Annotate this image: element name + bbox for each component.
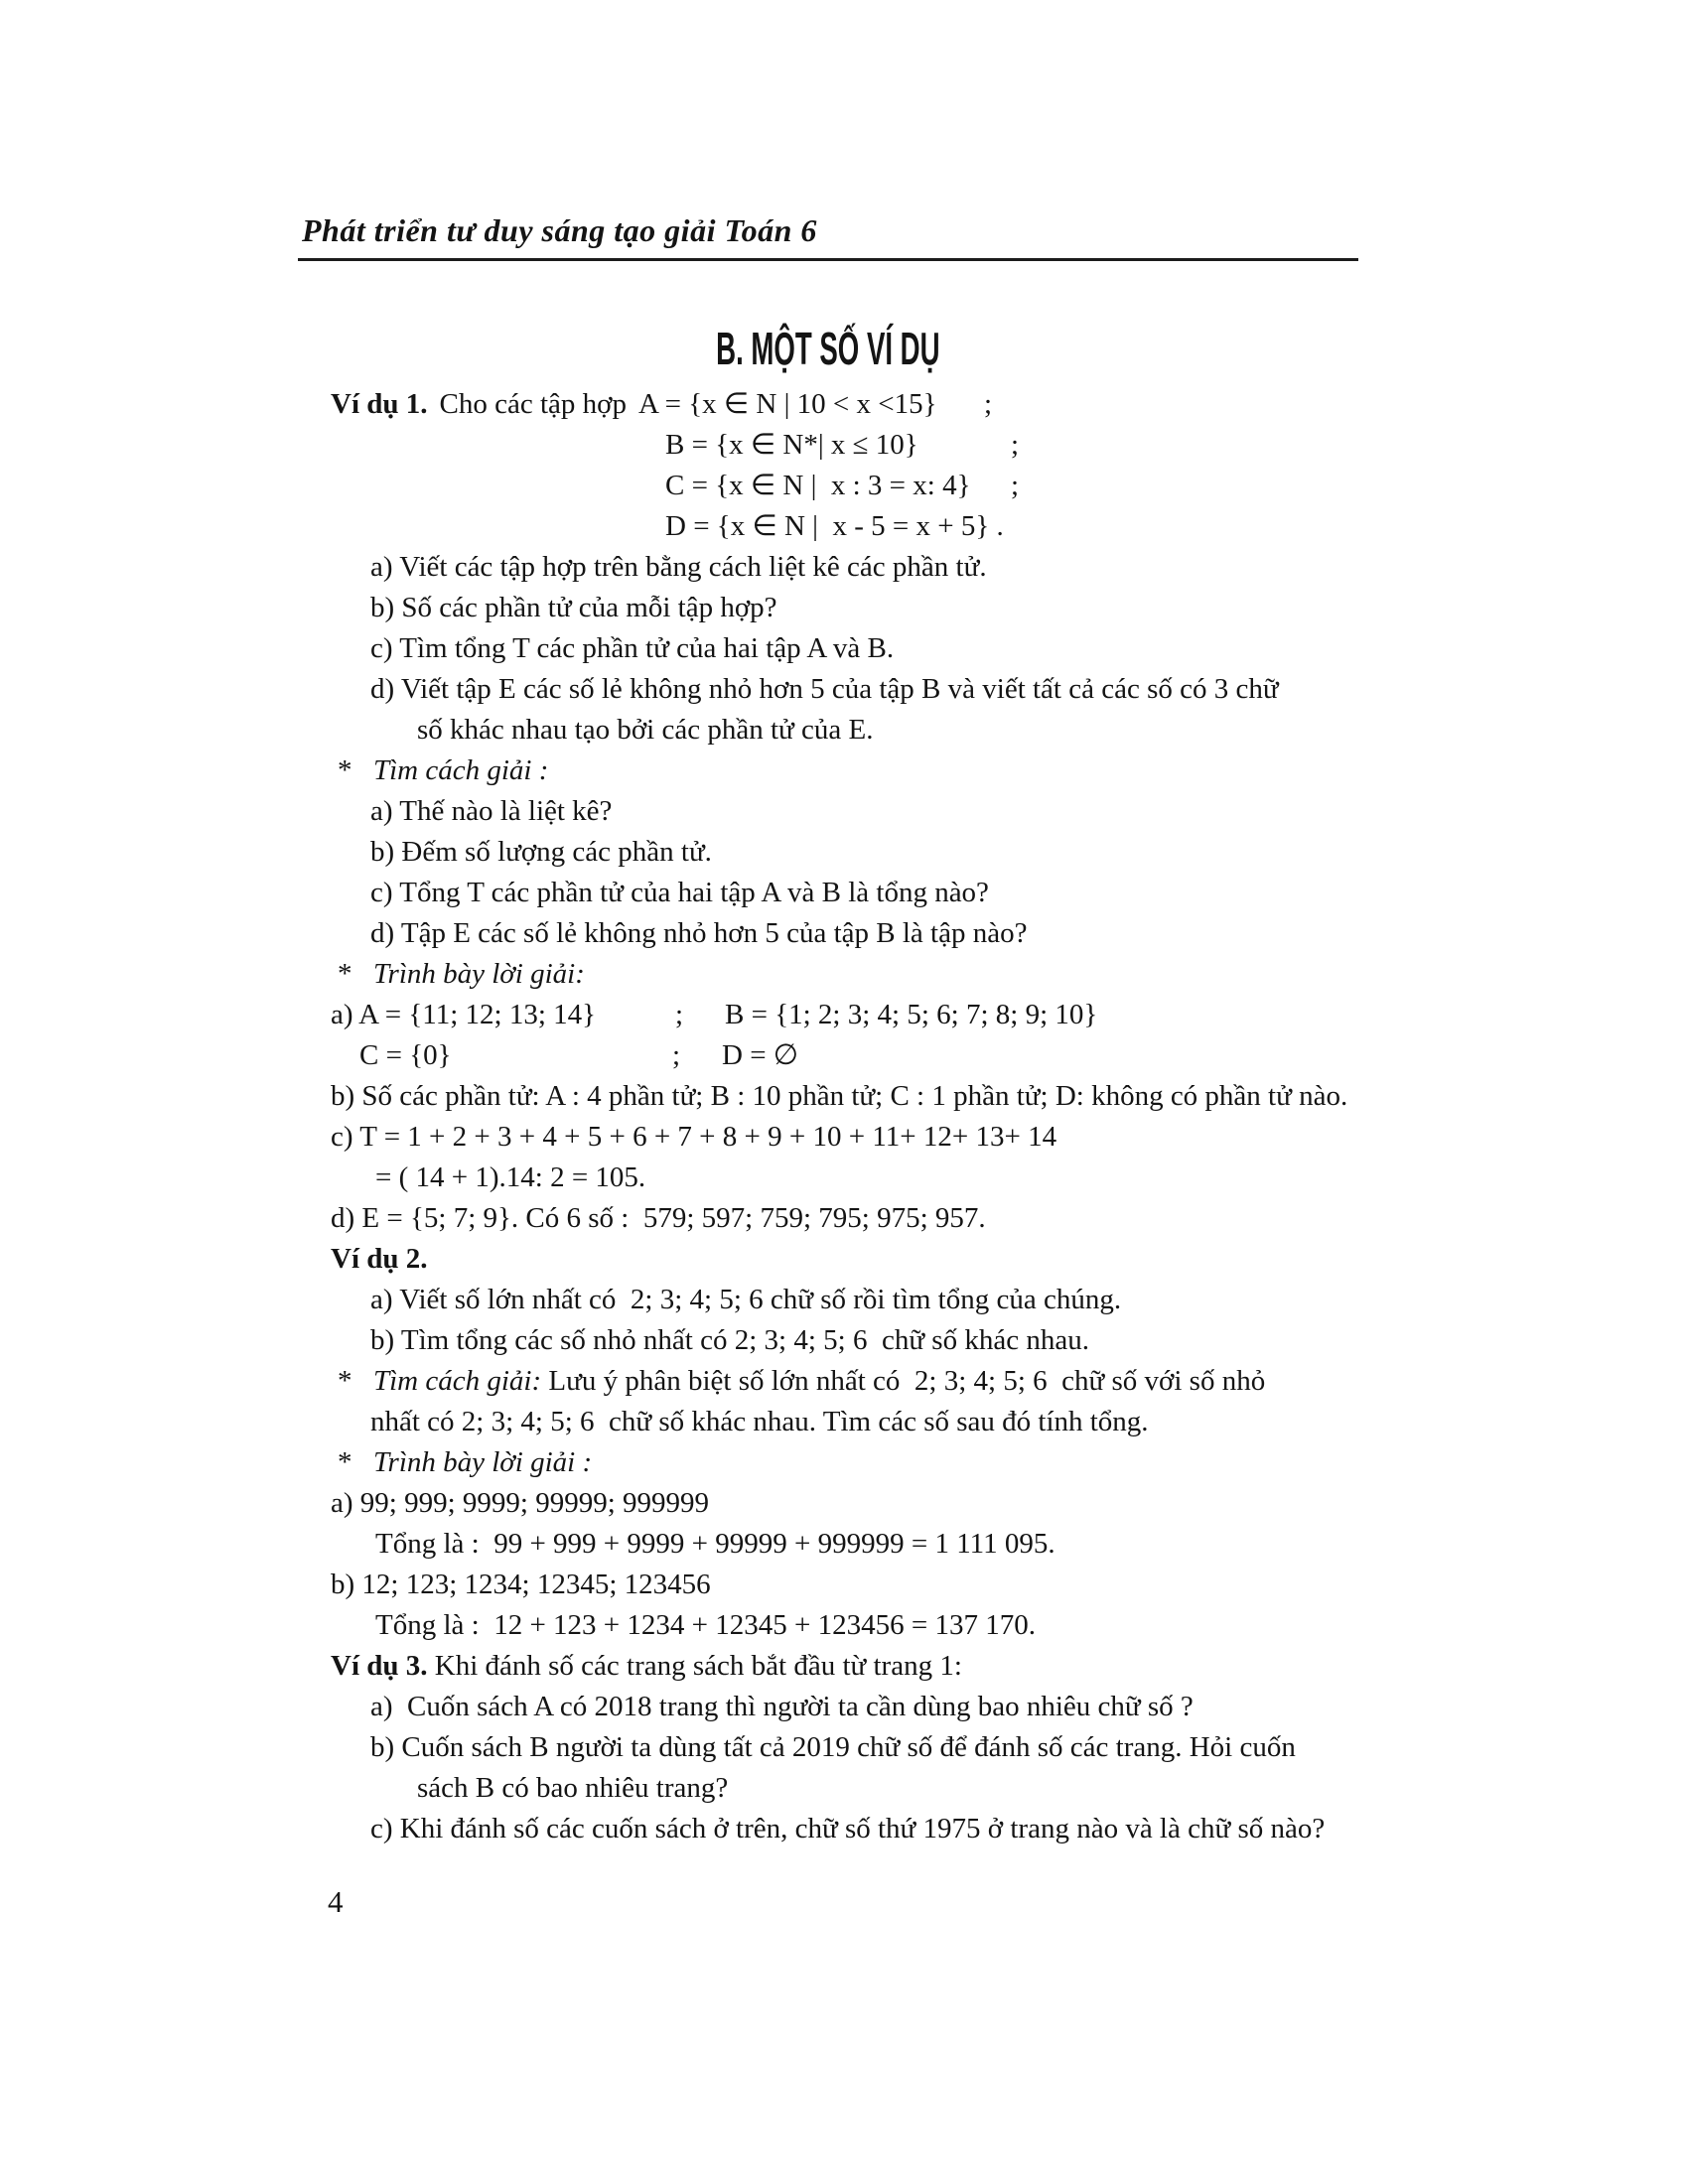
vd1-tcg-c: c) Tổng T các phần tử của hai tập A và B là tổng nào?: [370, 877, 989, 908]
solution-set-d: D = ∅: [722, 1039, 799, 1071]
vd1-question-d-line2: số khác nhau tạo bởi các phần tử của E.: [417, 714, 874, 746]
vd1-tcg-a: a) Thế nào là liệt kê?: [370, 795, 613, 827]
vd1-solution-d: d) E = {5; 7; 9}. Có 6 số : 579; 597; 759; 795; 975; 957.: [331, 1202, 986, 1234]
vd1-tcg-d: d) Tập E các số lẻ không nhỏ hơn 5 của tập B là tập nào?: [370, 917, 1028, 949]
vd2-solution-b-line1: b) 12; 123; 1234; 12345; 123456: [331, 1569, 711, 1600]
vd3-question-c: c) Khi đánh số các cuốn sách ở trên, chữ số thứ 1975 ở trang nào và là chữ số nào?: [370, 1813, 1326, 1844]
vd3-heading: [331, 1646, 1410, 1687]
section-title-wrap: [298, 324, 1358, 373]
set-a-separator: ;: [984, 388, 993, 420]
solution-separator: ;: [675, 999, 684, 1030]
set-c-separator: ;: [1011, 470, 1020, 501]
set-a-equation: A = {x ∈ N | 10 < x <15}: [638, 388, 937, 420]
solution-separator: ;: [672, 1039, 681, 1071]
set-b-line: [665, 425, 1410, 466]
set-c-equation: C = {x ∈ N | x : 3 = x: 4}: [665, 470, 971, 501]
vd2-question-a: a) Viết số lớn nhất có 2; 3; 4; 5; 6 chữ số rồi tìm tổng của chúng.: [370, 1284, 1122, 1315]
solution-set-c: C = {0}: [359, 1039, 452, 1071]
set-b-equation: B = {x ∈ N*| x ≤ 10}: [665, 429, 918, 461]
asterisk-bullet: *: [338, 754, 352, 786]
vd1-tcg-heading: [298, 751, 1410, 791]
page-number: 4: [328, 1884, 344, 1919]
vd2-tcg-label: Tìm cách giải:: [373, 1365, 542, 1397]
vd2-question-b: b) Tìm tổng các số nhỏ nhất có 2; 3; 4; 5; 6 chữ số khác nhau.: [370, 1324, 1089, 1356]
vd1-heading-line: [331, 384, 1410, 425]
asterisk-bullet: *: [338, 1365, 352, 1397]
vd1-label: Ví dụ 1.: [331, 388, 428, 420]
vd1-question-c: c) Tìm tổng T các phần tử của hai tập A và B.: [370, 632, 895, 664]
vd1-solution-a-line1: [331, 995, 1410, 1035]
vd1-solution-a-line2: [359, 1035, 1410, 1076]
solution-set-b: B = {1; 2; 3; 4; 5; 6; 7; 8; 9; 10}: [725, 999, 1098, 1030]
vd1-solution-c-line1: c) T = 1 + 2 + 3 + 4 + 5 + 6 + 7 + 8 + 9 + 10 + 11+ 12+ 13+ 14: [331, 1121, 1057, 1153]
solution-set-a: a) A = {11; 12; 13; 14}: [331, 999, 597, 1030]
vd2-tcg-line2: nhất có 2; 3; 4; 5; 6 chữ số khác nhau. Tìm các số sau đó tính tổng.: [370, 1406, 1149, 1437]
vd3-question-b-line2: sách B có bao nhiêu trang?: [417, 1772, 729, 1804]
vd1-tcg-label: Tìm cách giải :: [373, 754, 549, 786]
set-c-line: [665, 466, 1410, 506]
section-title: B. MỘT SỐ VÍ DỤ: [716, 323, 940, 374]
running-header: Phát triển tư duy sáng tạo giải Toán 6: [302, 212, 817, 248]
vd2-tblg-heading: [298, 1442, 1410, 1483]
asterisk-bullet: *: [338, 958, 352, 990]
vd3-question-b-line1: b) Cuốn sách B người ta dùng tất cả 2019 chữ số để đánh số các trang. Hỏi cuốn: [370, 1731, 1296, 1763]
vd3-label: Ví dụ 3.: [331, 1650, 428, 1682]
vd1-question-a: a) Viết các tập hợp trên bằng cách liệt kê các phần tử.: [370, 551, 987, 583]
vd2-tblg-label: Trình bày lời giải :: [373, 1446, 593, 1478]
set-d-equation: D = {x ∈ N | x - 5 = x + 5} .: [665, 510, 1004, 542]
vd1-intro: Cho các tập hợp: [439, 388, 627, 420]
page-body: [298, 384, 1410, 1849]
set-b-separator: ;: [1011, 429, 1020, 461]
header-rule: [298, 258, 1358, 261]
vd1-tcg-b: b) Đếm số lượng các phần tử.: [370, 836, 712, 868]
vd2-solution-b-line2: Tổng là : 12 + 123 + 1234 + 12345 + 123456 = 137 170.: [375, 1609, 1036, 1641]
vd2-solution-a-line1: a) 99; 999; 9999; 99999; 999999: [331, 1487, 710, 1519]
set-d-line: [665, 506, 1410, 547]
asterisk-bullet: *: [338, 1446, 352, 1478]
vd1-solution-c-line2: = ( 14 + 1).14: 2 = 105.: [375, 1161, 646, 1193]
vd1-question-b: b) Số các phần tử của mỗi tập hợp?: [370, 592, 777, 623]
vd2-solution-a-line2: Tổng là : 99 + 999 + 9999 + 99999 + 999999 = 1 111 095.: [375, 1528, 1055, 1560]
vd1-tblg-label: Trình bày lời giải:: [373, 958, 585, 990]
vd3-intro: Khi đánh số các trang sách bắt đầu từ trang 1:: [427, 1650, 962, 1682]
vd1-solution-b: b) Số các phần tử: A : 4 phần tử; B : 10 phần tử; C : 1 phần tử; D: không có phần tử nào.: [331, 1080, 1348, 1112]
vd2-heading: Ví dụ 2.: [331, 1243, 428, 1275]
vd3-question-a: a) Cuốn sách A có 2018 trang thì người ta cần dùng bao nhiêu chữ số ?: [370, 1691, 1194, 1722]
vd2-tcg-text1: Lưu ý phân biệt số lớn nhất có 2; 3; 4; 5; 6 chữ số với số nhỏ: [541, 1365, 1266, 1397]
vd2-tcg-line1: [298, 1361, 1410, 1402]
vd1-question-d-line1: d) Viết tập E các số lẻ không nhỏ hơn 5 của tập B và viết tất cả các số có 3 chữ: [370, 673, 1279, 705]
vd1-tblg-heading: [298, 954, 1410, 995]
